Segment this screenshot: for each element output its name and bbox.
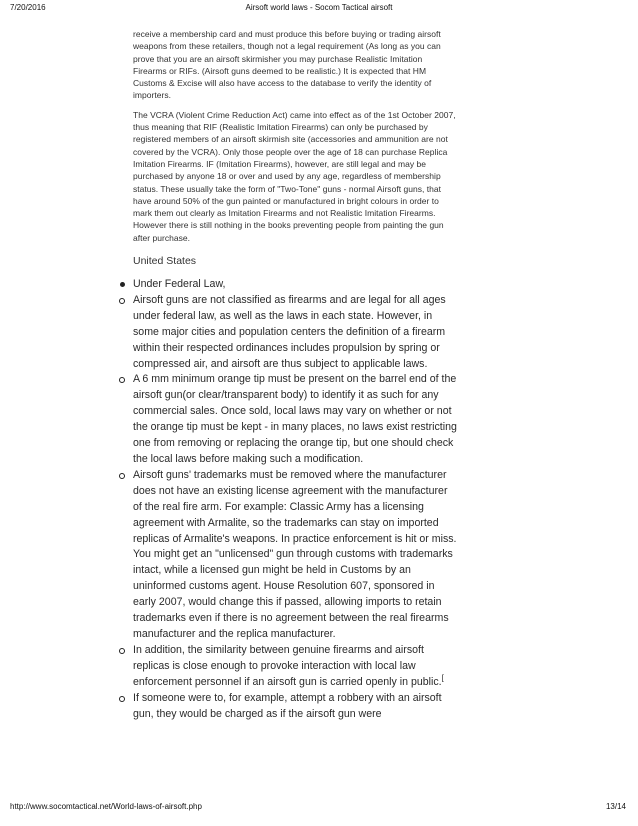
list-item — [0, 691, 638, 723]
law-item-text: If someone were to, for example, attempt a robbery with an airsoft gun, they would be charged as if the airsoft gun were — [133, 691, 442, 720]
list-item — [0, 643, 638, 691]
circle-bullet-icon — [119, 377, 125, 383]
article-body — [0, 28, 638, 722]
federal-law-label: Under Federal Law, — [133, 278, 226, 291]
disc-bullet-icon — [120, 282, 125, 287]
law-item-text: In addition, the similarity between genuine firearms and airsoft replicas is close enough to provoke interaction with local law enforcement personnel if an airsoft gun is carried openly in public. — [133, 643, 442, 688]
law-item-text: Airsoft guns are not classified as firearms and are legal for all ages under federal law, as well as the laws in each state. However, in some major cities and population centers the definition of a firearm within their respected ordinances includes propulsion by spring or compressed air, and airsoft are thus subject to applicable laws. — [133, 293, 446, 370]
circle-bullet-icon — [119, 696, 125, 702]
section-heading-united-states: United States — [133, 255, 197, 268]
uk-paragraph-vcra: The VCRA (Violent Crime Reduction Act) came into effect as of the 1st October 2007, thus meaning that RIF (Realistic Imitation Firearms) can only be purchased by registered members of an airsoft skirmish site (accessories and ammunition are not covered by the VCRA). Only those people over the age of 18 can purchase Replica Imitation Firearms. IF (Imitation Firearms), however, are still legal and may be purchased by anyone 18 or over and used by any age, regardless of membership status. These usually take the form of "Two-Tone" guns - normal Airsoft guns, that have around 50% of the gun painted or manufactured in bright colours in order to mark them out clearly as Imitation Firearms and not Realistic Imitation Firearms. However there is still nothing in the books preventing people from painting the gun after purchase. — [133, 109, 456, 243]
law-item-text: A 6 mm minimum orange tip must be present on the barrel end of the airsoft gun(or clear/transparent body) to identify it as such for any commercial sales. Once sold, local laws may vary on whether or not the orange tip must be kept - in many places, no laws exist restricting one from removing or replacing the orange tip, but one should check the local laws before making such a modification. — [133, 373, 457, 466]
law-item-with-reference — [133, 643, 457, 691]
source-url: http://www.socomtactical.net/World-laws-of-airsoft.php — [10, 802, 202, 811]
circle-bullet-icon — [119, 648, 125, 654]
law-item-text: Airsoft guns' trademarks must be removed where the manufacturer does not have an existing license agreement with the manufacturer of the real fire arm. For example: Classic Army has a licensing agreement with Armalite, so the trademarks can stay on imported replicas of Armalite's weapons. In practice enforcement is hit or miss. You might get an "unlicensed" gun through customs with trademarks intact, while a licensed gun might be held in Customs by an uninformed customs agent. House Resolution 607, sponsored in early 2007, would change this if passed, allowing imports to retain trademarks even if there is no agreement between the real firearms manufacturer and the replica manufacturer. — [133, 468, 457, 640]
page-footer — [0, 802, 638, 816]
circle-bullet-icon — [119, 473, 125, 479]
print-date: 7/20/2016 — [10, 3, 46, 12]
circle-bullet-icon — [119, 298, 125, 304]
list-item — [0, 293, 638, 373]
list-item — [0, 372, 638, 467]
page-title: Airsoft world laws - Socom Tactical airsoft — [245, 3, 393, 12]
uk-paragraph-membership: receive a membership card and must produce this before buying or trading airsoft weapons from these retailers, though not a legal requirement (As long as you can prove that you are an airsoft skirmisher you may purchase Realistic Imitation Firearms or RIFs. (Airsoft guns deemed to be realistic.) It is expected that HM Customs & Excise will also have access to the database to verify the identity of importers. — [133, 29, 441, 101]
us-law-list — [0, 277, 638, 722]
reference-link[interactable]: [ — [441, 673, 444, 683]
list-item-federal — [0, 277, 638, 293]
page-header — [0, 3, 638, 17]
list-item — [0, 468, 638, 643]
page-number: 13/14 — [605, 802, 626, 811]
